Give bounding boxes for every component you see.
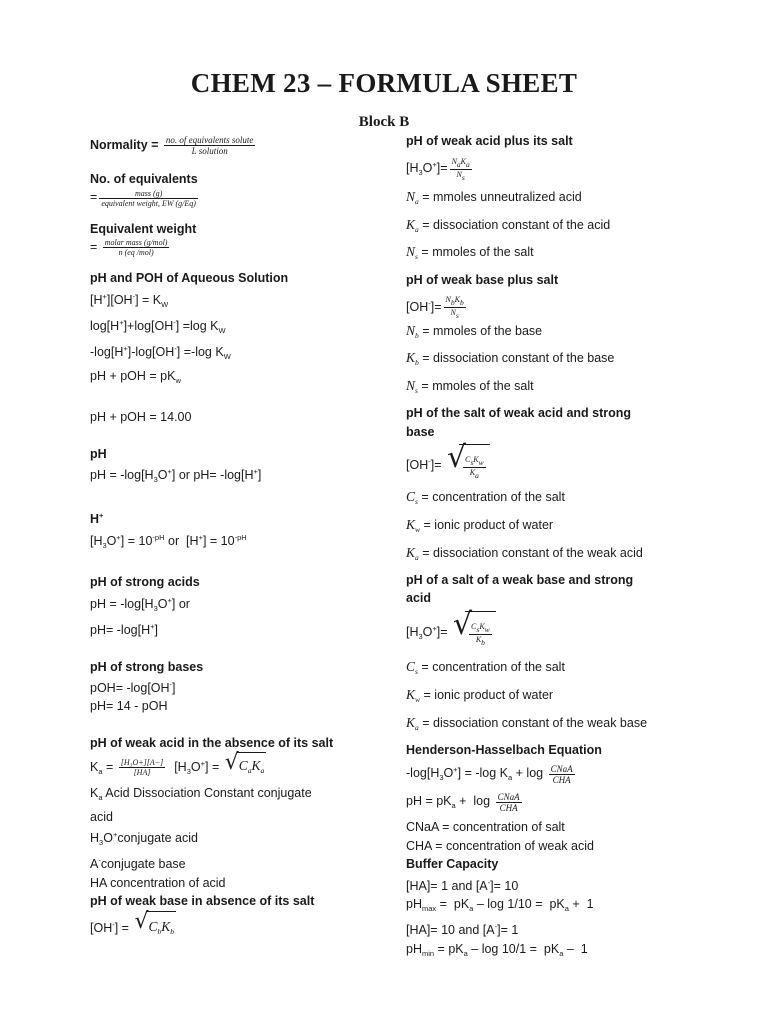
aqueous-heading: pH and POH of Aqueous Solution xyxy=(90,271,289,286)
strong-bases-line-2: pH= 14 - pOH xyxy=(90,699,168,714)
cnaa-def: CNaA = concentration of salt xyxy=(406,820,565,835)
cs-def: $C_s$ = concentration of the salt xyxy=(406,488,565,506)
h3o-def: $H_3O^+conjugate$ acid xyxy=(90,829,198,847)
right-column xyxy=(406,132,696,963)
weak-base-salt-heading: pH of weak base plus salt xyxy=(406,272,559,287)
salt-weak-base-heading-2: acid xyxy=(406,591,432,606)
equivalent-weight-formula: = $\frac{\text{molar mass (g/mol)}}{\text{n (eq /mol)}}$ xyxy=(90,238,168,258)
salt-weak-base-heading-1: pH of a salt of a weak base and strong xyxy=(406,572,634,587)
ns-def: $N_s$ = mmoles of the salt xyxy=(406,244,534,262)
strong-acids-line-2: pH= -log[H+] xyxy=(90,622,158,638)
weak-base-heading: pH of weak base in absence of its salt xyxy=(90,894,315,909)
equivalents-heading: No. of equivalents xyxy=(90,172,198,186)
nb-def: $N_b$ = mmoles of the base xyxy=(406,323,543,341)
strong-acids-line-1: pH = $-\log[H_3O^+]$ or xyxy=(90,595,190,613)
weak-acid-salt-heading: pH of weak acid plus its salt xyxy=(406,134,573,148)
weak-base-formula: [OH-] = √ $C_bK_b$ xyxy=(90,911,380,946)
kw-def: $K_w$ = ionic product of water xyxy=(406,517,554,535)
hh-formula-1: $-\log[H_3O^+] = -\log$ $K_a + \log$ $\frac{\text{CNaA}}{\text{CHA}}$ xyxy=(406,763,573,785)
aq-line-1: $[H^+][OH^-] = K_W$ xyxy=(90,291,169,309)
salt-weak-acid-formula: [OH-]= √ $\frac{C_sK_w}{K_a}$ xyxy=(406,441,696,488)
ka-def-1: $K_a$ Acid Dissociation Constant conjugate xyxy=(90,786,312,803)
strong-acids-heading: pH of strong acids xyxy=(90,575,200,590)
salt-weak-acid-heading-1: pH of the salt of weak acid and strong xyxy=(406,406,632,421)
aq-line-2: log[H+]+log[OH-] =log $K_W$ xyxy=(90,318,226,336)
buffer-line-4: $pH_{min} = pK_a - \log 10/1 = pK_a - 1$ xyxy=(406,941,588,958)
ha-def: HA concentration of acid xyxy=(90,875,226,890)
ph-heading: pH xyxy=(90,446,107,461)
buffer-line-1: [HA]= 1 and [A-]= 10 xyxy=(406,877,519,893)
salt-weak-acid-heading-2: base xyxy=(406,424,435,439)
buffer-line-3: [HA]= 10 and [A-]= 1 xyxy=(406,922,519,938)
page-title: CHEM 23 – FORMULA SHEET xyxy=(190,68,578,98)
weak-acid-salt-formula: $[H_3O^+]=$ $\frac{N_aK_a}{N_s}$ xyxy=(406,156,470,182)
cha-def: CHA = concentration of weak acid xyxy=(406,838,594,853)
henderson-hasselbach-heading: Henderson-Hasselbach Equation xyxy=(406,743,602,758)
buffer-line-2: $pH_{max} = pK_a - \log 1/10 = pK_a + 1$ xyxy=(406,897,594,914)
weak-acid-formula: $K_a$ = $\frac{\text{[H₃O+][A−]}}{[HA]}$ $[H_3O^+]$ = √ $C_aK_a$ xyxy=(90,752,380,784)
left-column xyxy=(90,132,380,946)
aq-line-5: pH + pOH = 14.00 xyxy=(90,410,192,425)
hplus-formula: $[H_3O^+] = 10^{-pH}$ or $[H^+] = 10^{-pH}$ xyxy=(90,532,247,550)
ph-formula: pH = $-\log[H_3O^+]$ or pH= -log[H+] xyxy=(90,467,262,485)
aq-line-4: pH + pOH = $pK_w$ xyxy=(90,368,181,385)
hh-formula-2: pH = $pK_a + \log$ $\frac{\text{CNaA}}{\text{CHA}}$ xyxy=(406,791,520,813)
aq-line-3: -log[H+]-log[OH-] =-log $K_W$ xyxy=(90,344,231,362)
ka-def-2: acid xyxy=(90,809,113,824)
equivalent-weight-heading: Equivalent weight xyxy=(90,221,197,236)
ns-def-2: $N_s$ = mmoles of the salt xyxy=(406,377,534,395)
kw-def-2: $K_w$ = ionic product of water xyxy=(406,687,554,705)
cs-def-2: $C_s$ = concentration of the salt xyxy=(406,658,565,676)
buffer-capacity-heading: Buffer Capacity xyxy=(406,857,499,872)
hplus-heading: H+ xyxy=(90,511,104,527)
ka-def: $K_a$ = dissociation constant of the acid xyxy=(406,216,611,234)
weak-base-salt-formula: [OH-]= $\frac{N_bK_b}{N_s}$ xyxy=(406,295,464,321)
normality-formula: Normality = $\frac{\text{no. of equivalents solute}}{\text{L solution}}$ xyxy=(90,135,254,156)
ka-weak-base-def: $K_a$ = dissociation constant of the weak base xyxy=(406,714,648,732)
page-subtitle: Block B xyxy=(358,114,410,130)
weak-acid-heading: pH of weak acid in the absence of its salt xyxy=(90,735,334,750)
equivalents-formula: = $\frac{\text{mass (g)}}{\text{equivalent weight, EW (g/Eq)}}$ xyxy=(90,188,196,208)
kb-def: $K_b$ = dissociation constant of the base xyxy=(406,350,615,368)
salt-weak-base-formula: $[H_3O^+]=$ √ $\frac{C_sK_w}{K_b}$ xyxy=(406,608,696,658)
na-def: $N_a$ = mmoles unneutralized acid xyxy=(406,189,582,207)
strong-bases-heading: pH of strong bases xyxy=(90,659,204,674)
strong-bases-line-1: pOH= -log[OH-] xyxy=(90,679,176,695)
ka-weak-acid-def: $K_a$ = dissociation constant of the weak acid xyxy=(406,544,643,562)
a-def: A-conjugate base xyxy=(90,856,186,872)
